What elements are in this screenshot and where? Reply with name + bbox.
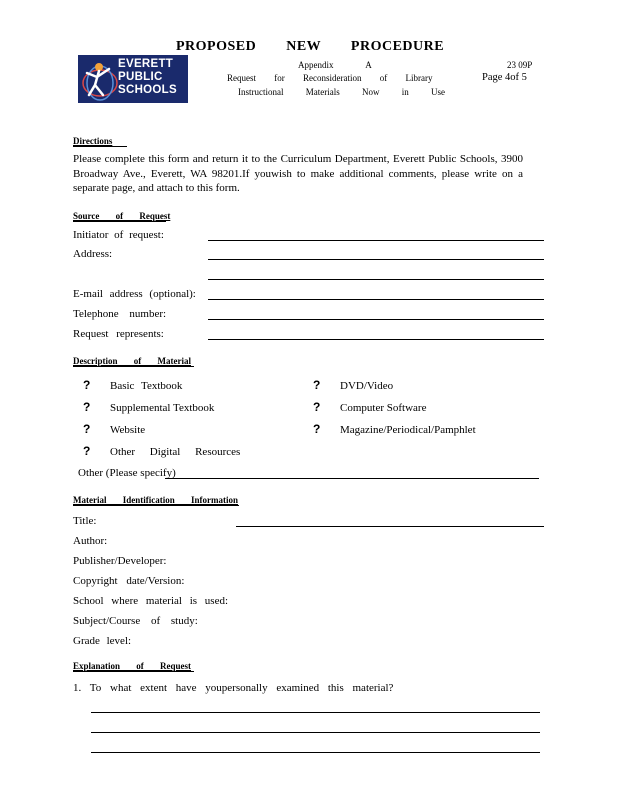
section-heading-material: Description of Material xyxy=(73,356,191,366)
field-label-subject: Subject/Course of study: xyxy=(73,615,198,627)
address-field[interactable] xyxy=(208,259,544,260)
checkbox-other-digital[interactable]: ? xyxy=(83,444,91,458)
telephone-field[interactable] xyxy=(208,319,544,320)
appendix-label: Appendix A xyxy=(298,60,372,70)
district-logo xyxy=(78,55,188,103)
field-label-copyright: Copyright date/Version: xyxy=(73,575,185,587)
logo-figure-icon xyxy=(78,55,122,103)
checkbox-basic-textbook[interactable]: ? xyxy=(83,378,91,392)
answer-line[interactable] xyxy=(91,752,540,753)
initiator-field[interactable] xyxy=(208,240,544,241)
directions-text: Please complete this form and return it to the Curriculum Department, Everett Public Schools, 3900 Broadway Ave., Everett, WA 98201.If youwish to make additional comments, please write on a separate page, and attach to this form. xyxy=(73,153,523,194)
email-field[interactable] xyxy=(208,299,544,300)
field-label-title: Title: xyxy=(73,515,97,527)
section-heading-source: Source of Request xyxy=(73,211,171,221)
subtitle-line: Request for Reconsideration of Library xyxy=(227,73,433,83)
checkbox-magazine[interactable]: ? xyxy=(313,422,321,436)
other-specify-field[interactable] xyxy=(165,478,539,479)
checkbox-supplemental-textbook[interactable]: ? xyxy=(83,400,91,414)
checkbox-dvd-video[interactable]: ? xyxy=(313,378,321,392)
represents-field[interactable] xyxy=(208,339,544,340)
section-heading-explanation: Explanation of Request xyxy=(73,661,192,671)
address-label: Address: xyxy=(73,248,113,260)
option-label: Basic Textbook xyxy=(110,380,183,392)
page-title: PROPOSED NEW PROCEDURE xyxy=(176,39,445,54)
page-number: Page 4of 5 xyxy=(482,72,527,83)
answer-line[interactable] xyxy=(91,712,540,713)
answer-line[interactable] xyxy=(91,732,540,733)
option-label: Computer Software xyxy=(340,402,427,414)
telephone-label: Telephone number: xyxy=(73,308,167,320)
title-field[interactable] xyxy=(236,526,544,527)
section-heading-directions: Directions xyxy=(73,136,113,146)
question-1: 1. To what extent have youpersonally examined this material? xyxy=(73,682,394,694)
checkbox-computer-software[interactable]: ? xyxy=(313,400,321,414)
initiator-label: Initiator of request: xyxy=(73,229,164,241)
logo-text-line: EVERETT xyxy=(118,58,174,70)
email-label: E-mail address (optional): xyxy=(73,288,196,300)
option-label: Supplemental Textbook xyxy=(110,402,215,414)
subtitle-line: Instructional Materials Now in Use xyxy=(238,87,445,97)
other-specify-label: Other (Please specify) xyxy=(78,467,176,479)
field-label-school: School where material is used: xyxy=(73,595,229,607)
form-code: 23 09P xyxy=(507,60,533,70)
logo-text-line: PUBLIC xyxy=(118,71,163,83)
section-heading-identification: Material Identification Information xyxy=(73,495,238,505)
field-label-grade: Grade level: xyxy=(73,635,132,647)
field-label-publisher: Publisher/Developer: xyxy=(73,555,167,567)
checkbox-website[interactable]: ? xyxy=(83,422,91,436)
option-label: Magazine/Periodical/Pamphlet xyxy=(340,424,476,436)
option-label: Other Digital Resources xyxy=(110,446,241,458)
field-label-author: Author: xyxy=(73,535,108,547)
option-label: Website xyxy=(110,424,146,436)
option-label: DVD/Video xyxy=(340,380,394,392)
logo-text-line: SCHOOLS xyxy=(118,84,177,96)
represents-label: Request represents: xyxy=(73,328,164,340)
address-field[interactable] xyxy=(208,279,544,280)
